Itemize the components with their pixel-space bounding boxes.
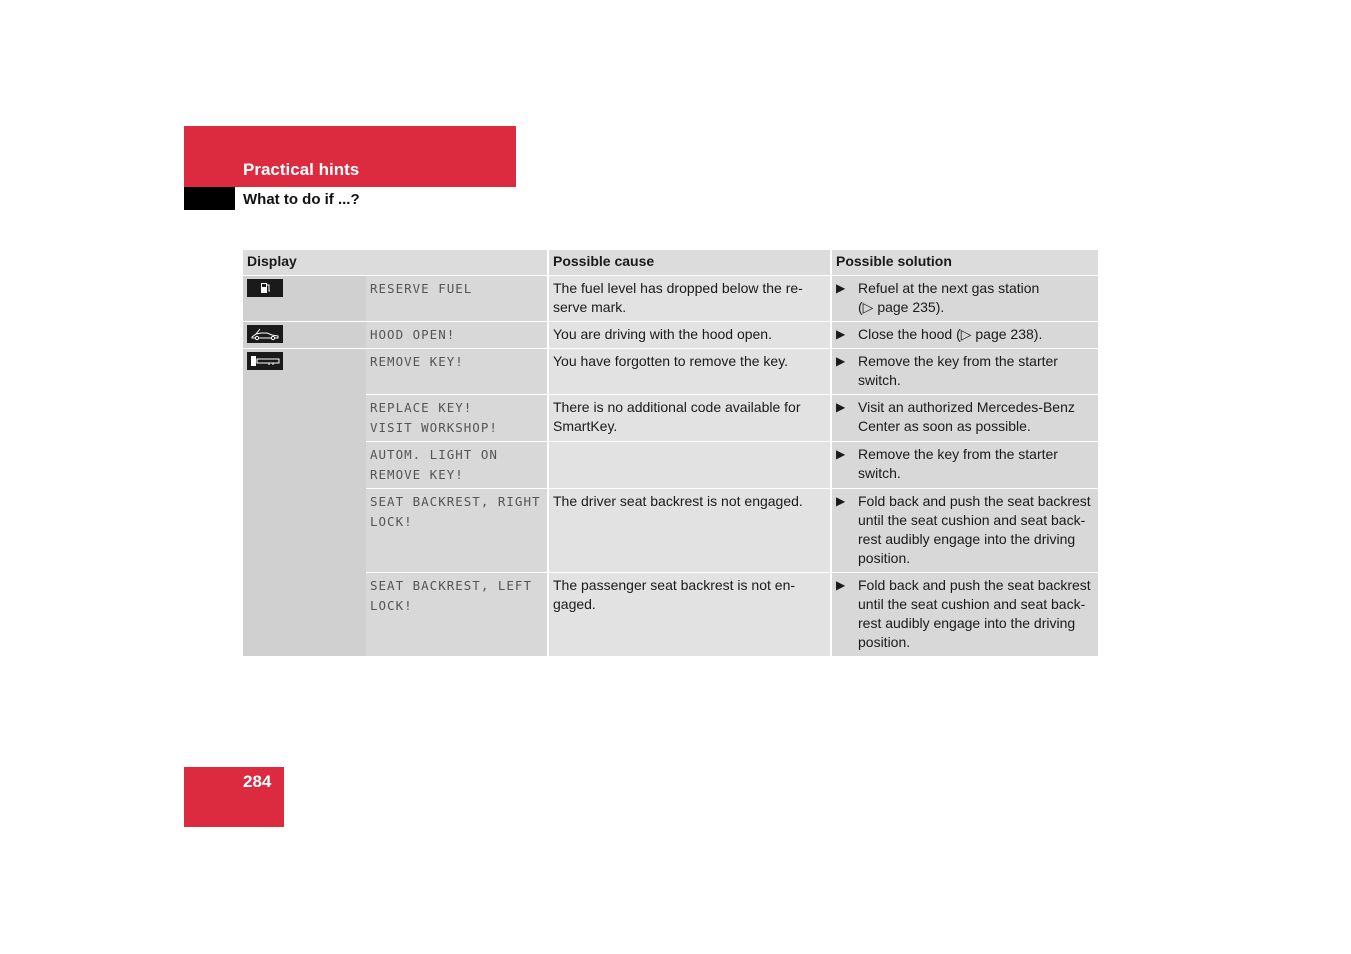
section-title: Practical hints [243,160,360,179]
table-row [243,321,1098,349]
table-row [243,275,1098,321]
bullet-arrow-icon: ▶ [836,578,846,592]
key-icon [247,352,283,370]
table-row [243,442,1098,489]
possible-solution: ▶ Remove the key from the starter switch. [831,349,1098,395]
table-header-row [243,250,1098,275]
fuel-pump-icon [247,279,283,297]
display-icon-cell [243,349,366,657]
display-message: REPLACE KEY! VISIT WORKSHOP! [366,395,548,442]
possible-cause: You have forgotten to remove the key. [548,349,831,395]
display-icon-cell [243,321,366,349]
column-header-display: Display [243,250,548,275]
possible-solution: ▶ Close the hood (▷ page 238). [831,321,1098,349]
possible-solution: ▶ Fold back and push the seat backrest until the seat cushion and seat back- rest audibly engage into the driving position. [831,489,1098,573]
possible-solution: ▶ Fold back and push the seat backrest until the seat cushion and seat back- rest audibly engage into the driving position. [831,573,1098,657]
column-header-cause: Possible cause [548,250,831,275]
possible-cause [548,442,831,489]
possible-cause: The passenger seat backrest is not en- gaged. [548,573,831,657]
subsection-marker [184,187,235,210]
possible-cause: You are driving with the hood open. [548,321,831,349]
bullet-arrow-icon: ▶ [836,494,846,508]
display-message: AUTOM. LIGHT ON REMOVE KEY! [366,442,548,489]
possible-solution: ▶ Visit an authorized Mercedes-Benz Center as soon as possible. [831,395,1098,442]
bullet-arrow-icon: ▶ [836,354,846,368]
bullet-arrow-icon: ▶ [836,447,846,461]
display-message: SEAT BACKREST, RIGHT LOCK! [366,489,548,573]
possible-cause: The driver seat backrest is not engaged. [548,489,831,573]
display-icon-cell [243,275,366,321]
bullet-arrow-icon: ▶ [836,326,846,341]
display-message: RESERVE FUEL [366,275,548,321]
column-header-solution: Possible solution [831,250,1098,275]
display-messages-table [243,250,1098,656]
table-row [243,349,1098,395]
subsection-title: What to do if ...? [243,191,360,208]
table-row [243,489,1098,573]
possible-solution: ▶ Refuel at the next gas station (▷ page 235). [831,275,1098,321]
display-message: REMOVE KEY! [366,349,548,395]
table-row [243,395,1098,442]
possible-solution: ▶ Remove the key from the starter switch. [831,442,1098,489]
display-message: HOOD OPEN! [366,321,548,349]
possible-cause: There is no additional code available for SmartKey. [548,395,831,442]
bullet-arrow-icon: ▶ [836,280,846,295]
possible-cause: The fuel level has dropped below the re- serve mark. [548,275,831,321]
car-hood-open-icon [247,325,283,343]
bullet-arrow-icon: ▶ [836,400,846,414]
page-number: 284 [243,772,272,791]
display-message: SEAT BACKREST, LEFT LOCK! [366,573,548,657]
table-row [243,573,1098,657]
